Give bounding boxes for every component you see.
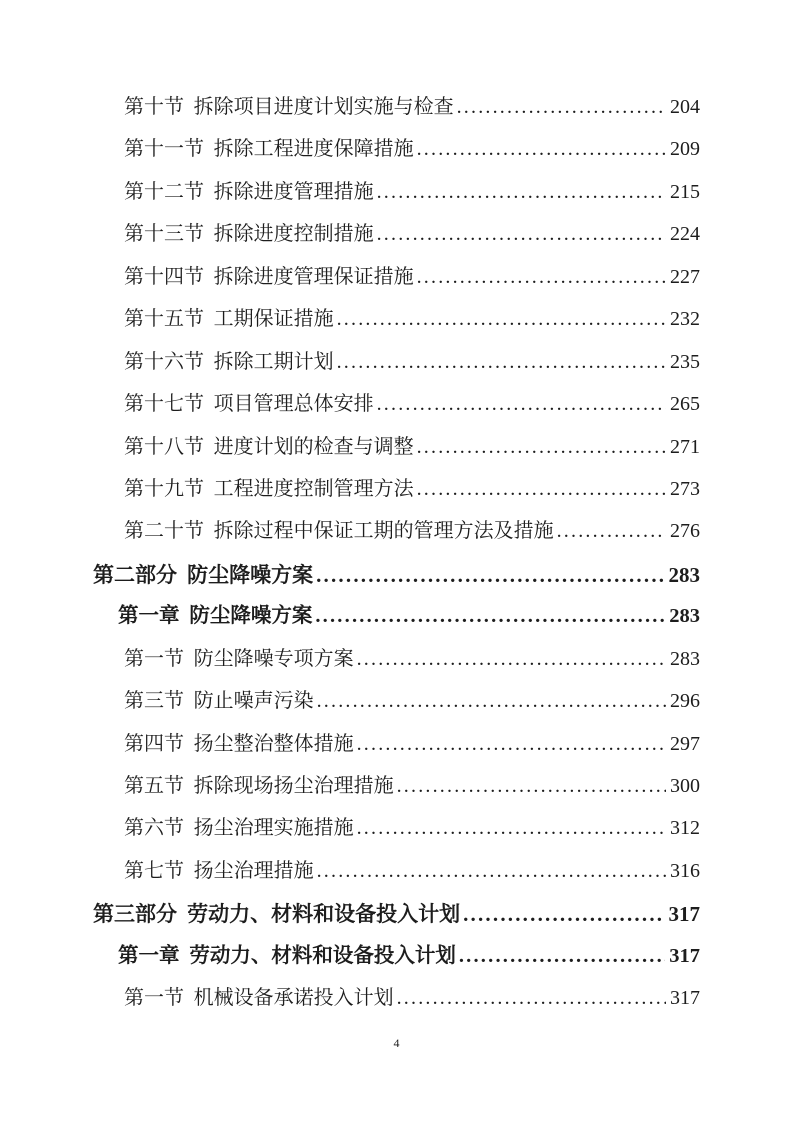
toc-entry-label: 第十一节 bbox=[124, 138, 204, 161]
toc-entry-label: 第二十节 bbox=[124, 520, 204, 543]
toc-page-number: 209 bbox=[670, 138, 700, 161]
toc-entry-title: 劳动力、材料和设备投入计划 bbox=[189, 944, 456, 967]
toc-page-number: 271 bbox=[670, 435, 700, 458]
toc-entry[interactable] bbox=[118, 945, 793, 987]
toc-entry-label: 第十七节 bbox=[124, 393, 204, 416]
toc-entry-label: 第四节 bbox=[124, 732, 184, 755]
toc-leader-dots bbox=[377, 393, 666, 416]
toc-entry[interactable] bbox=[124, 648, 793, 690]
toc-leader-dots bbox=[337, 308, 666, 331]
toc-entry-title: 防止噪声污染 bbox=[193, 690, 314, 713]
toc-entry[interactable] bbox=[124, 393, 793, 435]
toc-entry-title: 进度计划的检查与调整 bbox=[213, 435, 414, 458]
toc-page-number: 235 bbox=[670, 350, 700, 373]
toc-entry-title: 拆除进度控制措施 bbox=[213, 223, 374, 246]
toc-entry-label: 第十节 bbox=[124, 96, 184, 118]
toc-entry-title: 项目管理总体安排 bbox=[213, 393, 374, 416]
toc-page-number: 227 bbox=[670, 265, 700, 288]
toc-leader-dots bbox=[417, 138, 666, 161]
toc-entry[interactable] bbox=[124, 436, 793, 478]
toc-page-number: 283 bbox=[668, 562, 700, 587]
toc-entry[interactable] bbox=[124, 860, 793, 902]
toc-leader-dots bbox=[463, 902, 664, 926]
toc-entry[interactable] bbox=[124, 733, 793, 775]
toc-entry-label: 第十三节 bbox=[124, 223, 204, 246]
toc-entry-title: 机械设备承诺投入计划 bbox=[193, 987, 394, 1010]
toc-entry-label: 第三节 bbox=[124, 690, 184, 713]
toc-page-number: 317 bbox=[668, 902, 700, 927]
toc-page-number: 297 bbox=[670, 732, 700, 755]
toc-entry-label: 第二部分 bbox=[93, 562, 177, 587]
toc-entry[interactable] bbox=[124, 690, 793, 732]
toc-entry-title: 拆除过程中保证工期的管理方法及措施 bbox=[213, 520, 554, 543]
toc-entry[interactable] bbox=[124, 817, 793, 859]
toc-page-number: 317 bbox=[669, 944, 700, 967]
toc-entry-label: 第五节 bbox=[124, 775, 184, 797]
toc-leader-dots bbox=[457, 96, 666, 119]
toc-entry-title: 工程进度控制管理方法 bbox=[213, 477, 414, 500]
toc-leader-dots bbox=[357, 648, 666, 671]
toc-entry-label: 第一章 bbox=[118, 944, 180, 967]
toc-entry[interactable] bbox=[124, 520, 793, 562]
page-number-footer: 4 bbox=[393, 1036, 400, 1050]
toc-entry[interactable] bbox=[124, 138, 793, 180]
toc-leader-dots bbox=[317, 860, 666, 883]
toc-leader-dots bbox=[397, 987, 666, 1010]
toc-entry-label: 第十八节 bbox=[124, 435, 204, 458]
toc-leader-dots bbox=[357, 733, 666, 756]
toc-entry-title: 拆除现场扬尘治理措施 bbox=[193, 775, 394, 797]
toc-entry[interactable] bbox=[93, 563, 793, 605]
toc-page-number: 273 bbox=[670, 477, 700, 500]
toc-entry-label: 第十五节 bbox=[124, 308, 204, 331]
toc-page-number: 204 bbox=[670, 96, 700, 118]
table-of-contents bbox=[0, 96, 793, 1030]
toc-page-number: 232 bbox=[670, 308, 700, 331]
toc-page-number: 276 bbox=[670, 520, 700, 543]
toc-page-number: 316 bbox=[670, 859, 700, 882]
toc-entry[interactable] bbox=[124, 181, 793, 223]
toc-entry-label: 第十二节 bbox=[124, 180, 204, 203]
toc-leader-dots bbox=[417, 478, 666, 501]
toc-entry-label: 第一节 bbox=[124, 987, 184, 1010]
toc-entry-title: 扬尘整治整体措施 bbox=[193, 732, 354, 755]
toc-entry[interactable] bbox=[93, 902, 793, 944]
toc-page-number: 283 bbox=[670, 647, 700, 670]
toc-entry-title: 拆除进度管理保证措施 bbox=[213, 265, 414, 288]
toc-page-number: 300 bbox=[670, 775, 700, 797]
toc-leader-dots bbox=[417, 266, 666, 289]
toc-page-number: 215 bbox=[670, 180, 700, 203]
toc-entry-title: 拆除工期计划 bbox=[213, 350, 334, 373]
toc-leader-dots bbox=[317, 690, 666, 713]
toc-entry[interactable] bbox=[124, 308, 793, 350]
toc-leader-dots bbox=[557, 520, 666, 543]
toc-leader-dots bbox=[417, 436, 666, 459]
toc-entry-title: 拆除进度管理措施 bbox=[213, 180, 374, 203]
toc-entry[interactable] bbox=[124, 223, 793, 265]
toc-page-number: 312 bbox=[670, 817, 700, 840]
toc-entry-label: 第七节 bbox=[124, 859, 184, 882]
toc-entry-label: 第十四节 bbox=[124, 265, 204, 288]
toc-entry-title: 劳动力、材料和设备投入计划 bbox=[187, 902, 461, 927]
toc-entry-label: 第一节 bbox=[124, 647, 184, 670]
toc-leader-dots bbox=[337, 351, 666, 374]
toc-entry-title: 扬尘治理措施 bbox=[193, 859, 314, 882]
toc-entry-label: 第三部分 bbox=[93, 902, 177, 927]
toc-entry-title: 防尘降噪方案 bbox=[187, 562, 314, 587]
toc-leader-dots bbox=[459, 945, 665, 969]
toc-entry[interactable] bbox=[124, 775, 793, 817]
toc-entry-label: 第十六节 bbox=[124, 350, 204, 373]
toc-leader-dots bbox=[357, 817, 666, 840]
toc-page-number: 283 bbox=[669, 605, 700, 628]
toc-page-number: 224 bbox=[670, 223, 700, 246]
toc-entry-title: 防尘降噪方案 bbox=[189, 605, 313, 628]
toc-entry[interactable] bbox=[124, 96, 793, 138]
toc-leader-dots bbox=[315, 605, 665, 629]
toc-leader-dots bbox=[316, 563, 664, 587]
toc-page-number: 296 bbox=[670, 690, 700, 713]
toc-entry-title: 拆除项目进度计划实施与检查 bbox=[193, 96, 454, 118]
toc-entry-label: 第六节 bbox=[124, 817, 184, 840]
toc-leader-dots bbox=[377, 181, 666, 204]
toc-leader-dots bbox=[397, 775, 666, 798]
toc-entry[interactable] bbox=[124, 478, 793, 520]
toc-page-number: 265 bbox=[670, 393, 700, 416]
toc-entry-title: 拆除工程进度保障措施 bbox=[213, 138, 414, 161]
toc-entry[interactable] bbox=[124, 266, 793, 308]
toc-leader-dots bbox=[377, 223, 666, 246]
toc-entry-label: 第一章 bbox=[118, 605, 180, 628]
toc-entry[interactable] bbox=[124, 987, 793, 1029]
toc-entry-title: 工期保证措施 bbox=[213, 308, 334, 331]
toc-entry-label: 第十九节 bbox=[124, 477, 204, 500]
toc-entry-title: 扬尘治理实施措施 bbox=[193, 817, 354, 840]
toc-page-number: 317 bbox=[670, 987, 700, 1010]
toc-entry[interactable] bbox=[118, 605, 793, 647]
toc-entry-title: 防尘降噪专项方案 bbox=[193, 647, 354, 670]
toc-entry[interactable] bbox=[124, 351, 793, 393]
